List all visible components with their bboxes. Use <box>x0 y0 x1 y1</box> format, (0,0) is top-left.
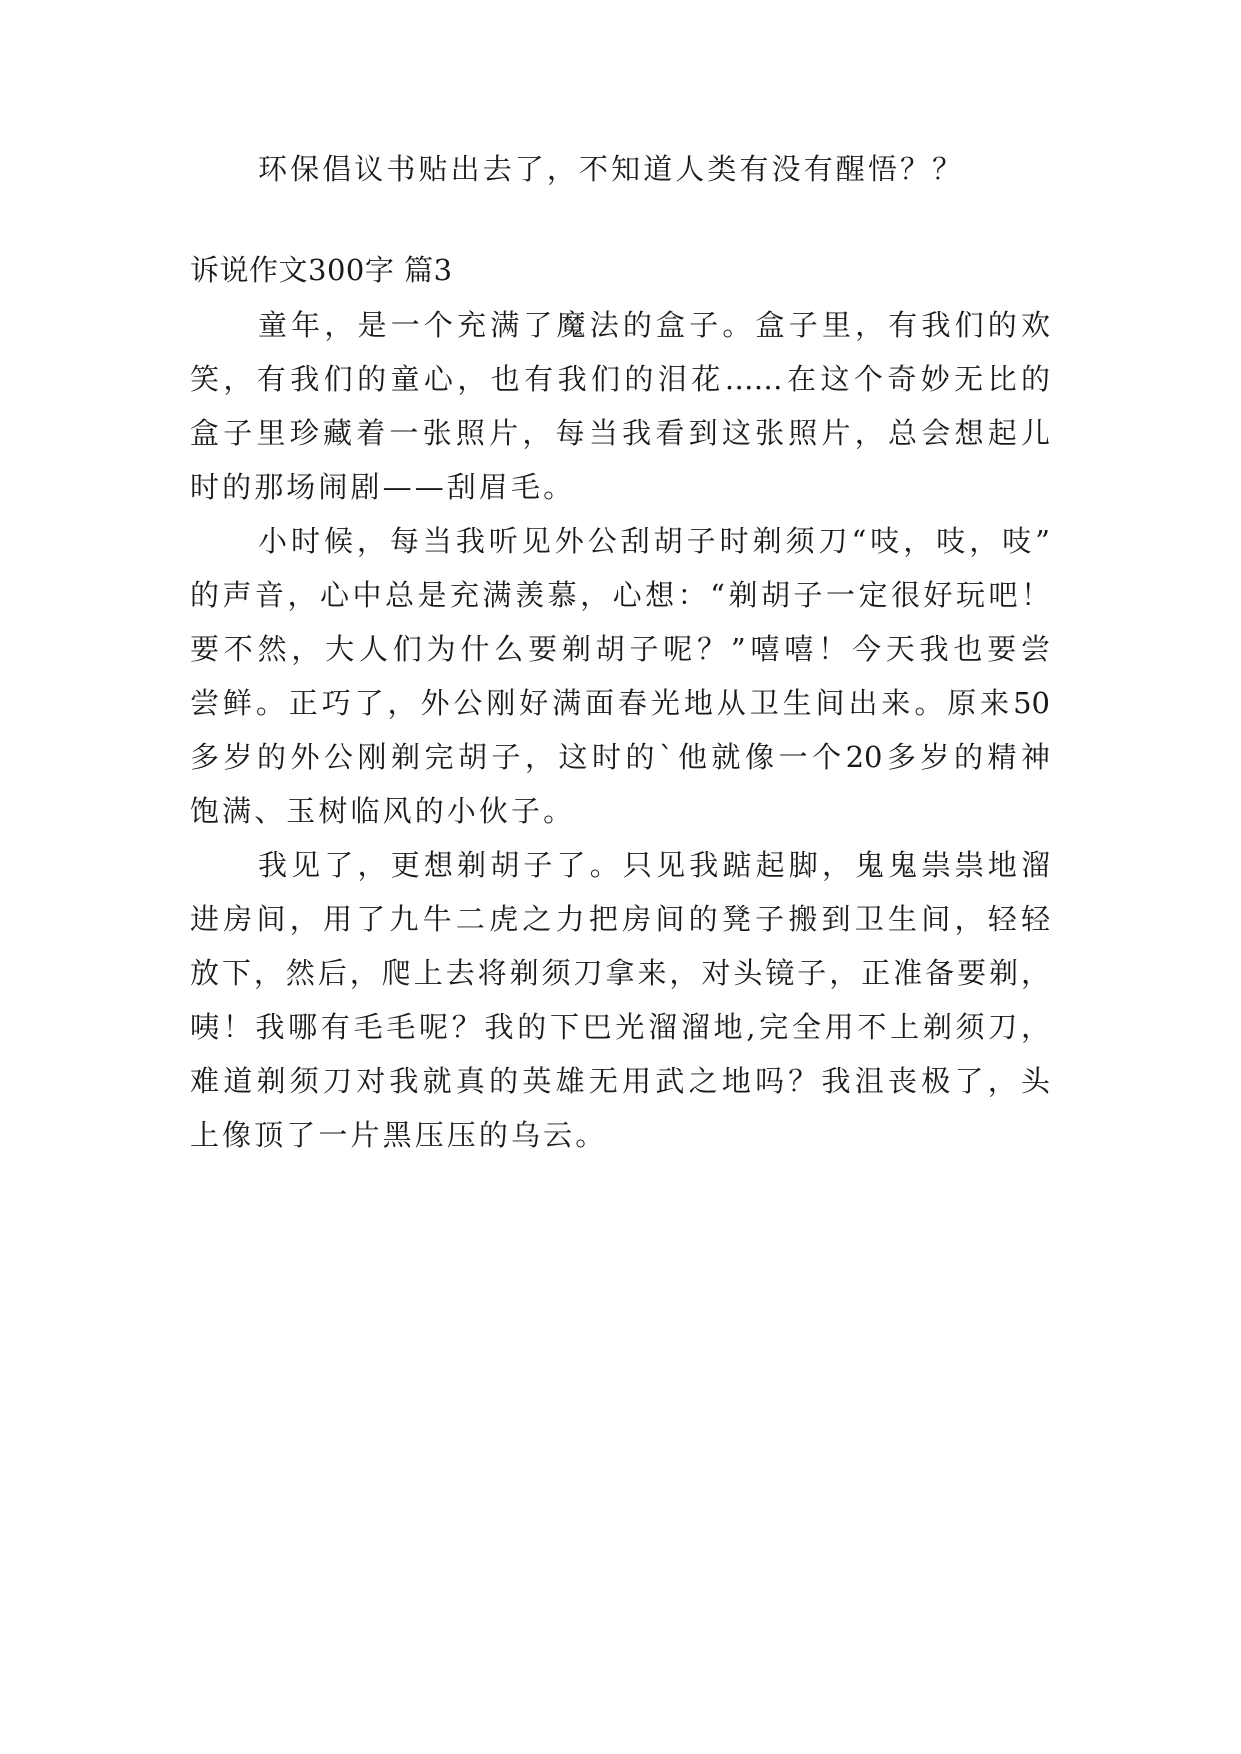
paragraph-line: 放下，然后，爬上去将剃须刀拿来，对头镜子，正准备要剃， <box>190 956 1050 990</box>
section-heading: 诉说作文300字 篇3 <box>190 253 453 287</box>
paragraph-line: 小时候，每当我听见外公刮胡子时剃须刀“吱，吱，吱” <box>258 524 1050 558</box>
paragraph-line: 我见了，更想剃胡子了。只见我踮起脚，鬼鬼祟祟地溜 <box>258 848 1050 882</box>
paragraph-line: 时的那场闹剧——刮眉毛。 <box>190 470 576 504</box>
paragraph-line: 盒子里珍藏着一张照片，每当我看到这张照片，总会想起儿 <box>190 416 1050 450</box>
paragraph-line: 尝鲜。正巧了，外公刚好满面春光地从卫生间出来。原来50 <box>190 686 1050 720</box>
paragraph-line: 多岁的外公刚剃完胡子，这时的`他就像一个20多岁的精神 <box>190 740 1050 774</box>
paragraph-line: 要不然，大人们为什么要剃胡子呢？”嘻嘻！今天我也要尝 <box>190 632 1050 666</box>
paragraph-line: 笑，有我们的童心，也有我们的泪花……在这个奇妙无比的 <box>190 362 1050 396</box>
paragraph-line: 环保倡议书贴出去了，不知道人类有没有醒悟？？ <box>258 152 965 186</box>
paragraph-line: 上像顶了一片黑压压的乌云。 <box>190 1118 608 1152</box>
paragraph-line: 的声音，心中总是充满羡慕，心想：“剃胡子一定很好玩吧！ <box>190 578 1050 612</box>
paragraph-line: 咦！我哪有毛毛呢？我的下巴光溜溜地,完全用不上剃须刀， <box>190 1010 1050 1044</box>
paragraph-line: 难道剃须刀对我就真的英雄无用武之地吗？我沮丧极了，头 <box>190 1064 1050 1098</box>
paragraph-line: 进房间，用了九牛二虎之力把房间的凳子搬到卫生间，轻轻 <box>190 902 1050 936</box>
paragraph-line: 童年，是一个充满了魔法的盒子。盒子里，有我们的欢 <box>258 308 1050 342</box>
paragraph-line: 饱满、玉树临风的小伙子。 <box>190 794 576 828</box>
